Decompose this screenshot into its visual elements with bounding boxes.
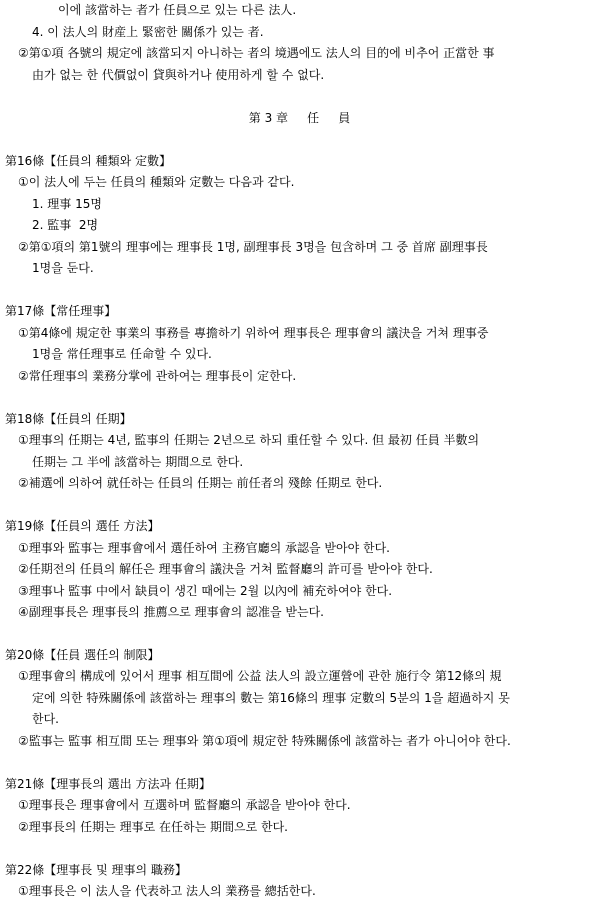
paragraph-line: ①理事長은 이 法人을 代表하고 法人의 業務를 總括한다. [18,884,316,898]
paragraph-line: ①理事長은 理事會에서 互選하며 監督廳의 承認을 받아야 한다. [18,798,351,812]
paragraph-line: ②監事는 監事 相互間 또는 理事와 第①項에 規定한 特殊關係에 該當하는 者가 아니어야 한다. [18,734,511,748]
paragraph-line: ②理事長의 任期는 理事로 在任하는 期間으로 한다. [18,820,288,834]
article-heading: 第21條【理事長의 選出 方法과 任期】 [5,777,211,791]
paragraph-line: ④副理事長은 理事長의 推薦으로 理事會의 認准을 받는다. [18,605,324,619]
text-line: 이에 該當하는 者가 任員으로 있는 다른 法人. [58,3,297,17]
paragraph-line: ①理事의 任期는 4년, 監事의 任期는 2년으로 하되 重任할 수 있다. 但 最初 任員 半數의 [18,433,480,447]
paragraph-line: 任期는 그 半에 該當하는 期間으로 한다. [32,455,244,469]
article-heading: 第20條【任員 選任의 制限】 [5,648,160,662]
paragraph-line: ②任期전의 任員의 解任은 理事會의 議決을 거쳐 監督廳의 許可를 받아야 한다. [18,562,433,576]
list-item: 2. 監事 2명 [32,218,99,232]
paragraph-line: 由가 없는 한 代價없이 貸與하거나 使用하게 할 수 없다. [32,68,325,82]
article-heading: 第22條【理事長 및 理事의 職務】 [5,863,187,877]
article-heading: 第18條【任員의 任期】 [5,412,132,426]
paragraph-line: ②補選에 의하여 就任하는 任員의 任期는 前任者의 殘餘 任期로 한다. [18,476,383,490]
paragraph-line: ②第①項의 第1號의 理事에는 理事長 1명, 副理事長 3명을 包含하며 그 중 首席 副理事長 [18,240,488,254]
list-item: 4. 이 法人의 財産上 緊密한 關係가 있는 者. [32,25,264,39]
paragraph-line: ②常任理事의 業務分掌에 관하여는 理事長이 定한다. [18,369,297,383]
paragraph-line: ①第4條에 規定한 事業의 事務를 專擔하기 위하여 理事長은 理事會의 議決을 거쳐 理事중 [18,326,489,340]
article-heading: 第17條【常任理事】 [5,304,117,318]
paragraph-line: ②第①項 各號의 規定에 該當되지 아니하는 者의 境遇에도 法人의 目的에 비추어 正當한 事 [18,46,495,60]
article-heading: 第16條【任員의 種類와 定數】 [5,154,172,168]
paragraph-line: ①이 法人에 두는 任員의 種類와 定數는 다음과 같다. [18,175,295,189]
paragraph-line: 1명을 常任理事로 任命할 수 있다. [32,347,212,361]
paragraph-line: ③理事나 監事 中에서 缺員이 생긴 때에는 2월 以內에 補充하여야 한다. [18,584,393,598]
article-heading: 第19條【任員의 選任 方法】 [5,519,160,533]
paragraph-line: ①理事와 監事는 理事會에서 選任하여 主務官廳의 承認을 받아야 한다. [18,541,390,555]
chapter-heading: 第 3 章 任 員 [248,111,351,125]
list-item: 1. 理事 15명 [32,197,102,211]
paragraph-line: ①理事會의 構成에 있어서 理事 相互間에 公益 法人의 設立運營에 관한 施行令 第12條의 規 [18,669,502,683]
paragraph-line: 1명을 둔다. [32,261,94,275]
paragraph-line: 한다. [32,712,59,726]
paragraph-line: 定에 의한 特殊關係에 該當하는 理事의 數는 第16條의 理事 定數의 5분의 1을 超過하지 못 [32,691,510,705]
